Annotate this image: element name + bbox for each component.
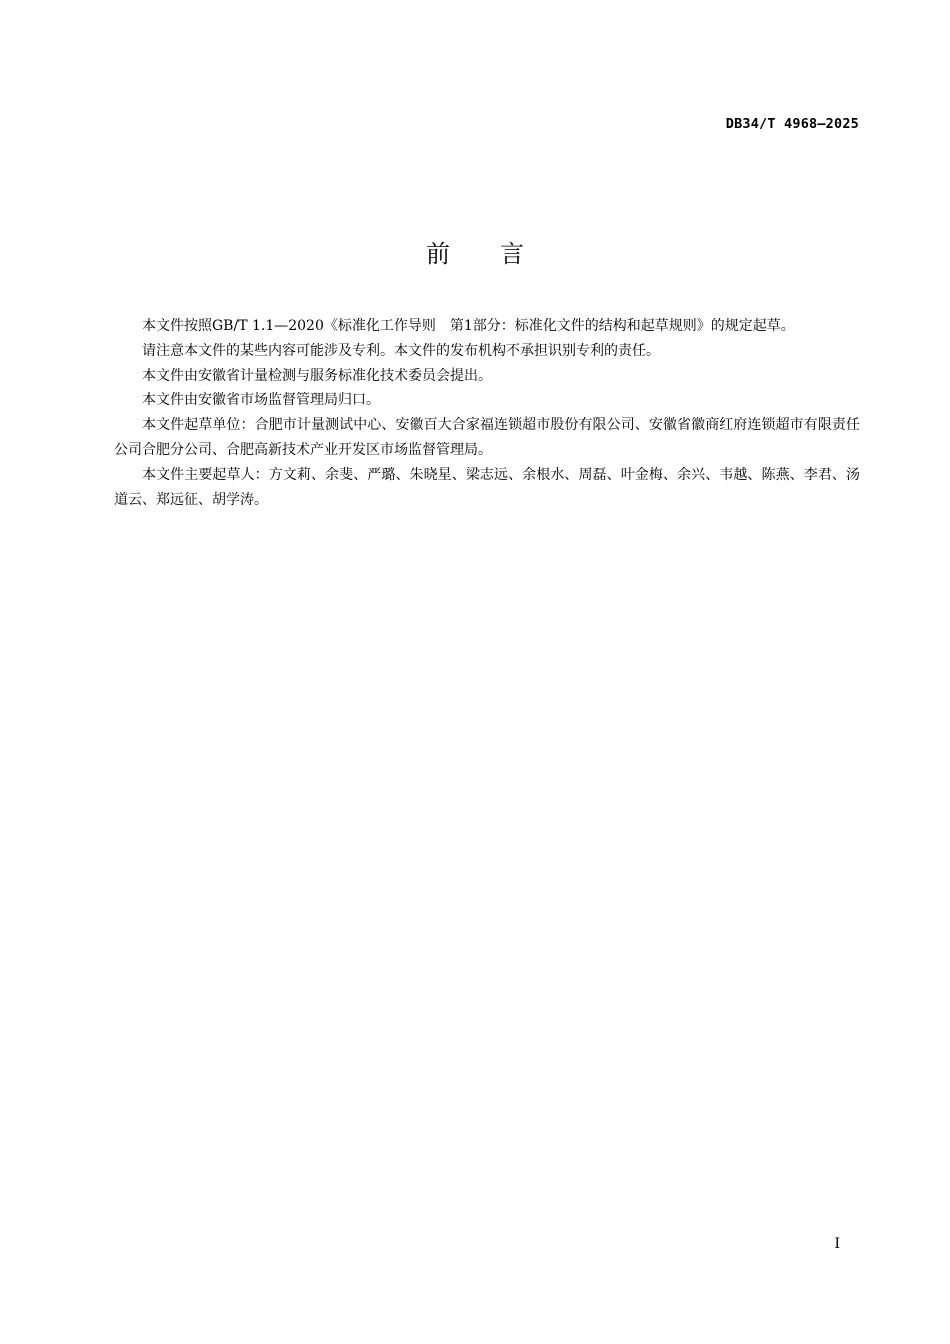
paragraph-proposed-by: 本文件由安徽省计量检测与服务标准化技术委员会提出。 (142, 367, 492, 384)
page-number: I (834, 1236, 840, 1252)
paragraph-drafting-units: 本文件起草单位：合肥市计量测试中心、安徽百大合家福连锁超市股份有限公司、安徽省徽商红府连锁超市有限责任公司合肥分公司、合肥高新技术产业开发区市场监督管理局。 (114, 417, 860, 458)
document-code: DB34/T 4968—2025 (725, 116, 859, 132)
paragraph-patent-notice: 请注意本文件的某些内容可能涉及专利。本文件的发布机构不承担识别专利的责任。 (142, 342, 660, 359)
paragraph-drafting-rules: 本文件按照GB/T 1.1—2020《标准化工作导则 第1部分：标准化文件的结构和起草规则》的规定起草。 (142, 318, 795, 334)
paragraph-drafters: 本文件主要起草人：方文莉、余斐、严璐、朱晓星、梁志远、余根水、周磊、叶金梅、余兴、韦越、陈燕、李君、汤道云、郑远征、胡学涛。 (114, 466, 860, 508)
page-title: 前言 (426, 240, 574, 268)
paragraph-administered-by: 本文件由安徽省市场监督管理局归口。 (142, 392, 380, 409)
document-body (114, 314, 860, 512)
